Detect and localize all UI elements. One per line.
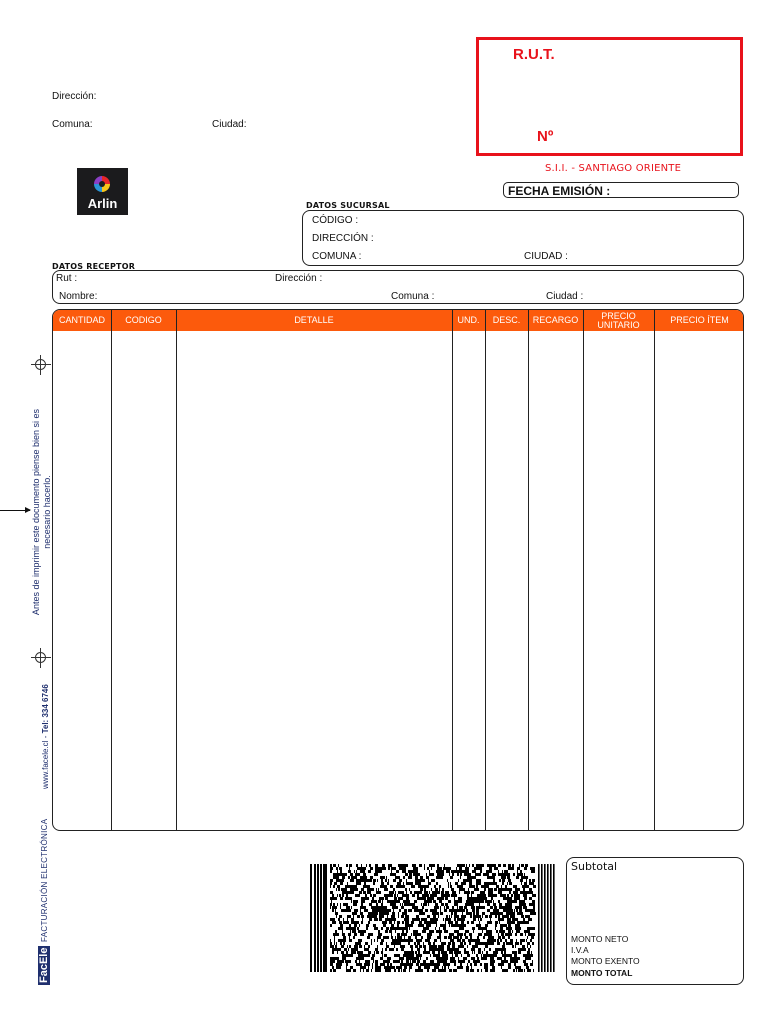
receptor-box: [52, 270, 744, 304]
iva-label: I.V.A: [571, 945, 589, 955]
side-product: FACTURACIÓN ELECTRÓNICA: [40, 818, 49, 942]
facele-brand-logo: FacEle: [38, 947, 50, 983]
col-recargo: RECARGO: [532, 315, 579, 325]
monto-neto-label: MONTO NETO: [571, 934, 629, 944]
col-cantidad: CANTIDAD: [58, 315, 105, 325]
col-precio-unitario: PRECIO UNITARIO: [597, 310, 640, 330]
column-divider: [176, 310, 177, 830]
receptor-nombre-label: Nombre:: [59, 291, 98, 302]
sucursal-direccion-label: DIRECCIÓN :: [312, 233, 374, 244]
receptor-comuna-label: Comuna :: [391, 291, 435, 302]
fecha-emision-label: FECHA EMISIÓN :: [508, 184, 611, 198]
emisor-ciudad-label: Ciudad:: [212, 119, 247, 130]
arlin-logo-icon: [77, 168, 128, 215]
rut-label: R.U.T.: [513, 46, 555, 63]
receptor-direccion-label: Dirección :: [275, 273, 323, 284]
fecha-emision-field: [503, 182, 739, 198]
items-table-header: [53, 310, 743, 331]
column-divider: [111, 310, 112, 830]
sucursal-ciudad-label: CIUDAD :: [524, 251, 568, 262]
subtotal-label: Subtotal: [571, 860, 618, 873]
totals-box: [566, 857, 744, 985]
receptor-ciudad-label: Ciudad :: [546, 291, 584, 302]
side-contact: www.facele.cl - Tel: 334 6746: [41, 684, 50, 789]
col-precio-item: PRECIO ÍTEM: [670, 315, 729, 325]
column-divider: [485, 310, 486, 830]
column-divider: [583, 310, 584, 830]
registration-mark-icon: [31, 355, 51, 375]
logo-text: Arlin: [87, 196, 118, 211]
items-table: [52, 309, 744, 831]
monto-total-label: MONTO TOTAL: [571, 968, 633, 978]
sucursal-codigo-label: CÓDIGO :: [312, 215, 359, 226]
emisor-comuna-label: Comuna:: [52, 119, 93, 130]
column-divider: [654, 310, 655, 830]
folio-number-label: Nº: [537, 128, 554, 145]
pdf417-barcode-icon: [310, 864, 555, 972]
column-divider: [452, 310, 453, 830]
sucursal-title: DATOS SUCURSAL: [306, 201, 390, 210]
side-website: www.facele.cl: [41, 740, 50, 789]
rut-box: [476, 37, 743, 156]
col-und: UND.: [457, 315, 480, 325]
sucursal-comuna-label: COMUNA :: [312, 251, 362, 262]
column-divider: [528, 310, 529, 830]
receptor-title: DATOS RECEPTOR: [52, 262, 136, 271]
col-codigo: CODIGO: [125, 315, 162, 325]
eco-message: Antes de imprimir este documento piense bien si es necesario hacerlo.: [31, 408, 52, 616]
col-detalle: DETALLE: [294, 315, 334, 325]
emisor-direccion-label: Dirección:: [52, 91, 97, 102]
monto-exento-label: MONTO EXENTO: [571, 956, 640, 966]
side-phone: Tel: 334 6746: [41, 684, 50, 734]
registration-mark-icon: [31, 648, 51, 668]
logo-mark-icon: [94, 176, 110, 192]
sii-office-label: S.I.I. - SANTIAGO ORIENTE: [545, 163, 682, 174]
col-desc: DESC.: [492, 315, 521, 325]
receptor-rut-label: Rut :: [56, 273, 78, 284]
sucursal-box: [302, 210, 744, 266]
